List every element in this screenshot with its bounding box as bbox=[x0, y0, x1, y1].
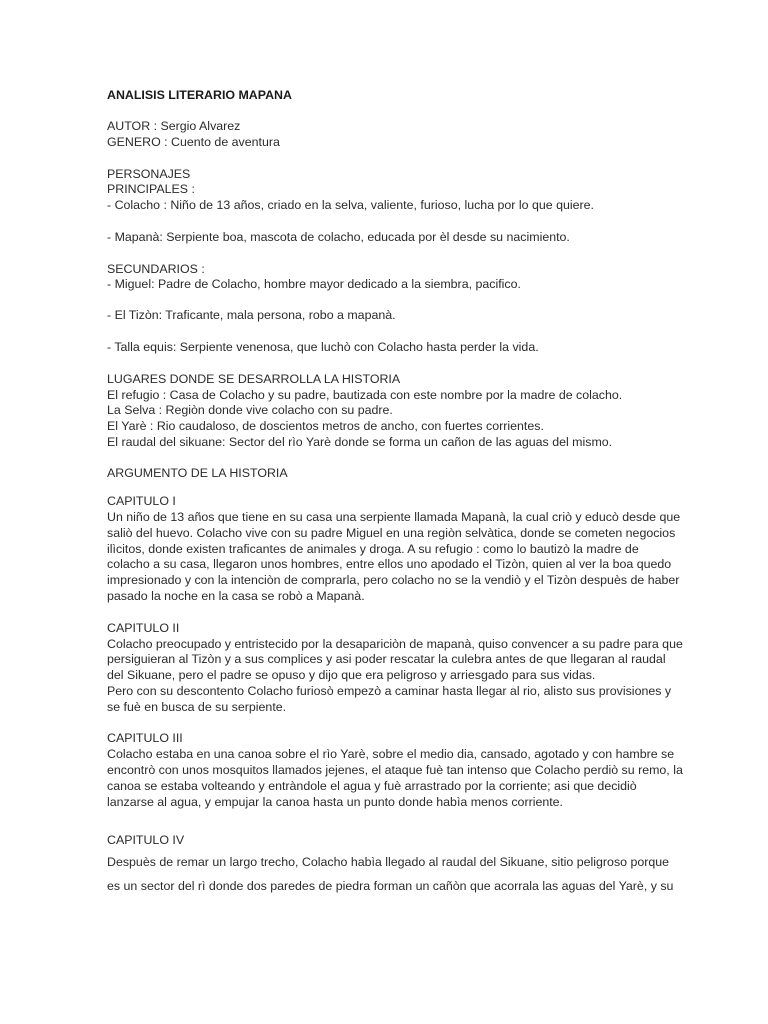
genre-line: GENERO : Cuento de aventura bbox=[107, 135, 280, 149]
chapter-text-line: encontrò con unos mosquitos llamados jejenes, el ataque fuè tan intenso que Colacho perdiò su remo, la bbox=[107, 763, 683, 777]
chapter-3-heading: CAPITULO III bbox=[107, 731, 183, 745]
chapter-text-line: se fuè en busca de su serpiente. bbox=[107, 700, 287, 714]
chapter-text-line: del Sikuane, pero el padre se opuso y dijo que era peligroso y arriesgado para sus vidas. bbox=[107, 668, 596, 682]
places-heading: LUGARES DONDE SE DESARROLLA LA HISTORIA bbox=[107, 372, 401, 386]
secondary-characters-heading: SECUNDARIOS : bbox=[107, 262, 205, 276]
character-line: - El Tizòn: Traficante, mala persona, robo a mapanà. bbox=[107, 308, 396, 322]
chapter-text-line: Un niño de 13 años que tiene en su casa una serpiente llamada Mapanà, la cual criò y educò desde que bbox=[107, 510, 681, 524]
plot-heading: ARGUMENTO DE LA HISTORIA bbox=[107, 466, 288, 480]
chapter-text-line: Pero con su descontento Colacho furiosò empezò a caminar hasta llegar al rio, alisto sus provisiones y bbox=[107, 684, 672, 698]
chapter-text-line: impresionado y con la intenciòn de comprarla, pero colacho no se la vendiò y el Tizòn despuès de haber bbox=[107, 573, 680, 587]
chapter-text-line: es un sector del rì donde dos paredes de piedra forman un cañòn que acorrala las aguas del Yarè, y su bbox=[107, 879, 674, 893]
chapter-1-heading: CAPITULO I bbox=[107, 494, 176, 508]
chapter-text-line: colacho a su casa, llegaron unos hombres, entre ellos uno apodado el Tizòn, quien al ver la boa quedo bbox=[107, 557, 672, 571]
place-line: El refugio : Casa de Colacho y su padre, bautizada con este nombre por la madre de colacho. bbox=[107, 388, 623, 402]
place-line: La Selva : Regiòn donde vive colacho con su padre. bbox=[107, 403, 393, 417]
chapter-text-line: Colacho estaba en una canoa sobre el rìo Yarè, sobre el medio dia, cansado, agotado y con hambre se bbox=[107, 747, 675, 761]
document-title: ANALISIS LITERARIO MAPANA bbox=[107, 88, 292, 102]
characters-heading: PERSONAJES bbox=[107, 167, 191, 181]
chapter-2-heading: CAPITULO II bbox=[107, 621, 180, 635]
chapter-text-line: canoa se estaba volteando y entràndole el agua y fuè arrastrado por la corriente; asi que decidiò bbox=[107, 779, 637, 793]
chapter-text-line: Colacho preocupado y entristecido por la desapariciòn de mapanà, quiso convencer a su padre para que bbox=[107, 637, 683, 651]
chapter-4-heading: CAPITULO IV bbox=[107, 833, 185, 847]
chapter-text-line: Despuès de remar un largo trecho, Colacho habìa llegado al raudal del Sikuane, sitio peligroso porque bbox=[107, 855, 670, 869]
place-line: El Yarè : Rio caudaloso, de doscientos metros de ancho, con fuertes corrientes. bbox=[107, 419, 544, 433]
character-line: - Miguel: Padre de Colacho, hombre mayor dedicado a la siembra, pacifico. bbox=[107, 277, 521, 291]
character-line: - Mapanà: Serpiente boa, mascota de colacho, educada por èl desde su nacimiento. bbox=[107, 230, 570, 244]
chapter-text-line: persiguieran al Tizòn y a sus complices y asi poder rescatar la culebra antes de que llegaran al raudal bbox=[107, 652, 666, 666]
chapter-text-line: pasado la noche en la casa se robò a Mapanà. bbox=[107, 589, 365, 603]
place-line: El raudal del sikuane: Sector del rìo Yarè donde se forma un cañon de las aguas del mismo. bbox=[107, 435, 613, 449]
author-line: AUTOR : Sergio Alvarez bbox=[107, 119, 241, 133]
chapter-text-line: ilìcitos, donde existen traficantes de animales y droga. A su refugio : como lo bautizò la madre de bbox=[107, 542, 639, 556]
character-line: - Colacho : Niño de 13 años, criado en la selva, valiente, furioso, lucha por lo que quiere. bbox=[107, 198, 594, 212]
character-line: - Talla equis: Serpiente venenosa, que luchò con Colacho hasta perder la vida. bbox=[107, 340, 539, 354]
chapter-text-line: lanzarse al agua, y empujar la canoa hasta un punto donde habìa menos corriente. bbox=[107, 795, 564, 809]
main-characters-heading: PRINCIPALES : bbox=[107, 182, 195, 196]
chapter-text-line: saliò del huevo. Colacho vive con su padre Miguel en una regiòn selvàtica, donde se cometen negocios bbox=[107, 526, 676, 540]
